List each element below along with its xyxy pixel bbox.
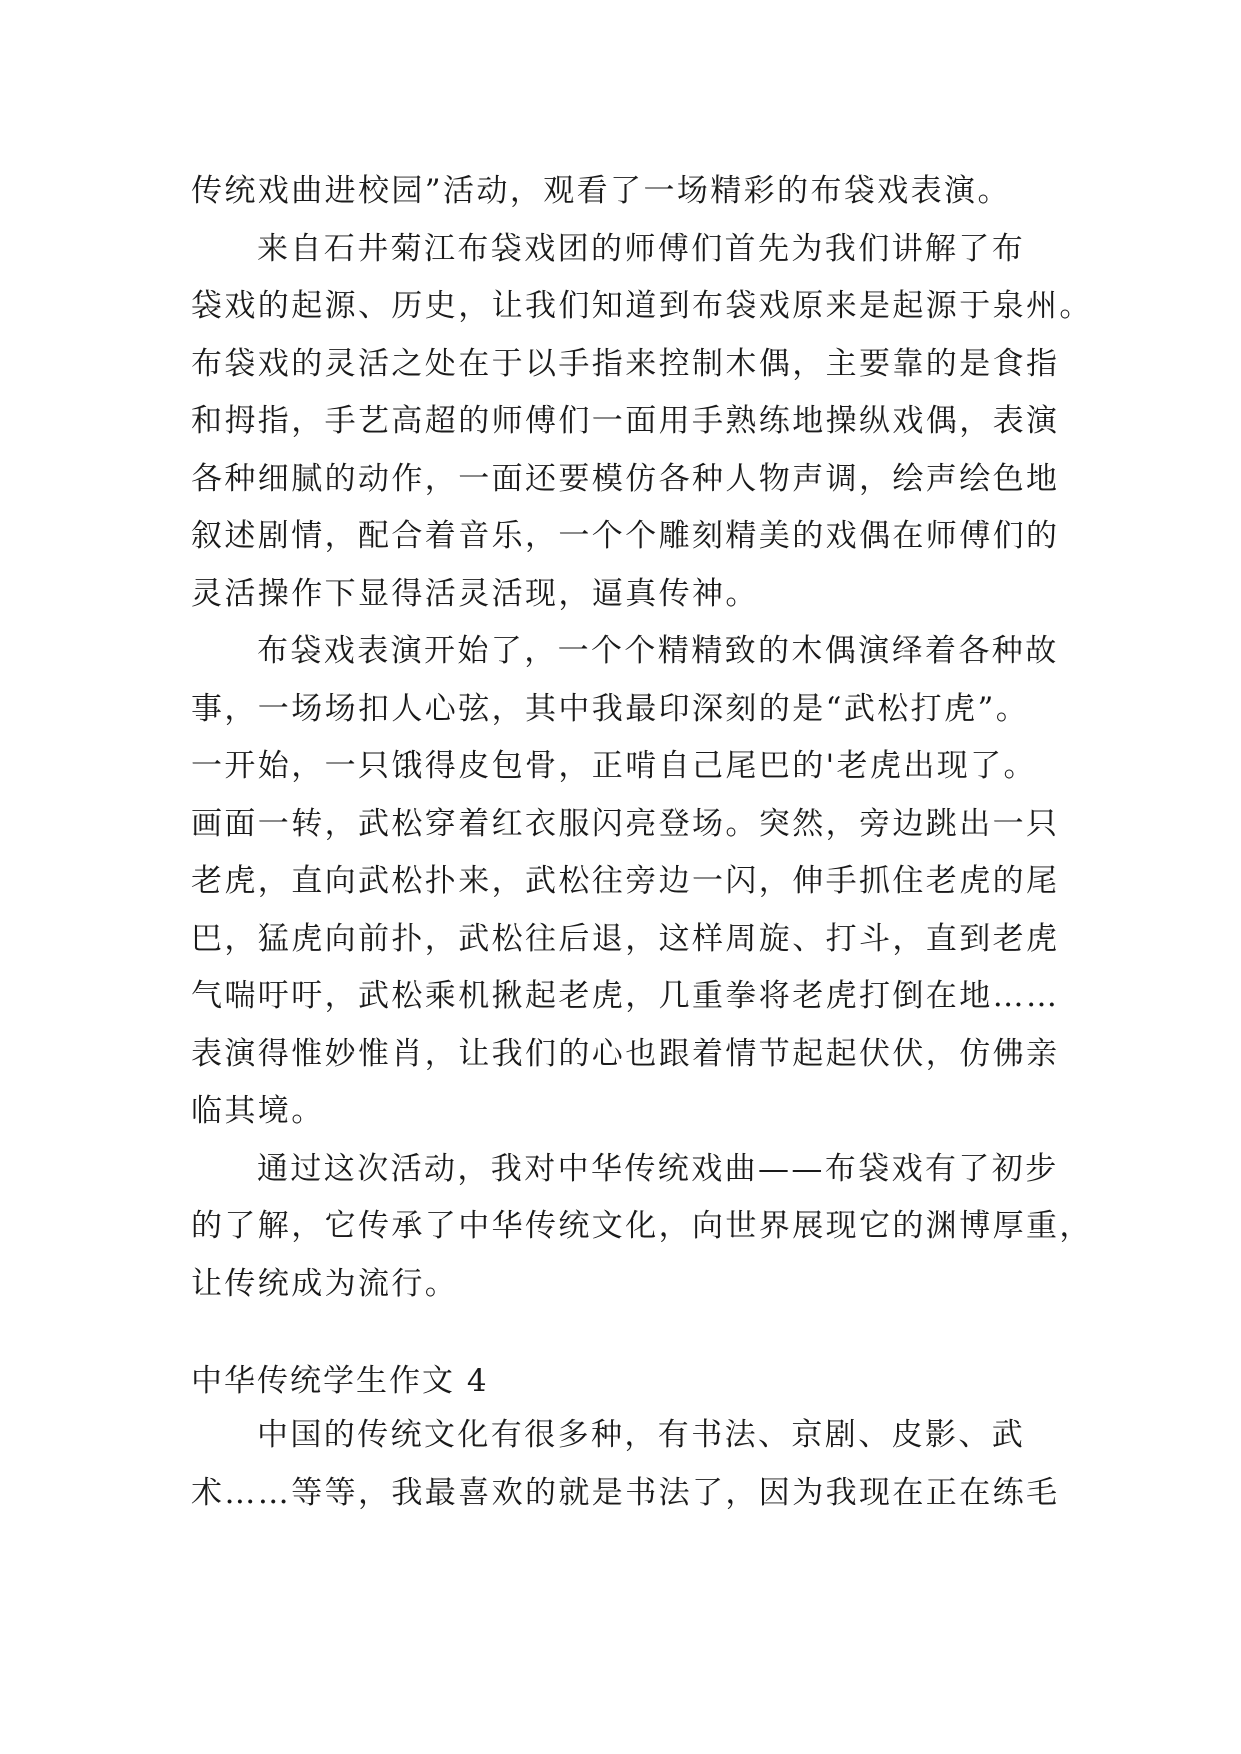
paragraph (191, 1141, 1093, 1314)
text-line: 叙述剧情，配合着音乐，一个个雕刻精美的戏偶在师傅们的 (191, 518, 1060, 554)
text-line: 临其境。 (191, 1093, 325, 1129)
text-line: 各种细腻的动作，一面还要模仿各种人物声调，绘声绘色地 (191, 460, 1060, 497)
text-line: 的了解，它传承了中华传统文化，向世界展现它的渊博厚重， (191, 1208, 1093, 1244)
paragraph (191, 623, 1060, 1141)
text-line: 气喘吁吁，武松乘机揪起老虎，几重拳将老虎打倒在地…… (191, 978, 1060, 1014)
text-line: 灵活操作下显得活灵活现，逼真传神。 (191, 575, 759, 612)
section-heading: 中华传统学生作文 4 (191, 1363, 489, 1399)
text-line: 老虎，直向武松扑来，武松往旁边一闪，伸手抓住老虎的尾 (191, 863, 1060, 899)
paragraph (191, 1407, 1060, 1522)
text-line: 布袋戏表演开始了，一个个精精致的木偶演绎着各种故 (257, 633, 1059, 669)
text-line: 布袋戏的灵活之处在于以手指来控制木偶，主要靠的是食指 (191, 345, 1060, 382)
section-spacer (191, 1313, 1051, 1355)
paragraph (191, 221, 1093, 624)
text-line: 传统戏曲进校园”活动，观看了一场精彩的布袋戏表演。 (191, 173, 1011, 209)
text-line: 中国的传统文化有很多种，有书法、京剧、皮影、武 (257, 1417, 1026, 1453)
text-line: 通过这次活动，我对中华传统戏曲——布袋戏有了初步 (257, 1150, 1059, 1187)
text-line: 和拇指，手艺高超的师傅们一面用手熟练地操纵戏偶，表演 (191, 403, 1060, 439)
text-line: 事，一场场扣人心弦，其中我最印深刻的是“武松打虎”。 (191, 690, 1030, 727)
text-line: 术……等等，我最喜欢的就是书法了，因为我现在正在练毛 (191, 1474, 1060, 1511)
text-line: 一开始，一只饿得皮包骨，正啃自己尾巴的'老虎出现了。 (191, 748, 1037, 784)
text-line: 画面一转，武松穿着红衣服闪亮登场。突然，旁边跳出一只 (191, 805, 1060, 842)
text-line: 表演得惟妙惟肖，让我们的心也跟着情节起起伏伏，仿佛亲 (191, 1035, 1060, 1072)
text-line: 袋戏的起源、历史，让我们知道到布袋戏原来是起源于泉州。 (191, 288, 1093, 324)
text-line: 巴，猛虎向前扑，武松往后退，这样周旋、打斗，直到老虎 (191, 920, 1060, 957)
document-body (191, 163, 1093, 1522)
text-line: 来自石井菊江布袋戏团的师傅们首先为我们讲解了布 (257, 230, 1026, 267)
text-line: 让传统成为流行。 (191, 1265, 459, 1302)
